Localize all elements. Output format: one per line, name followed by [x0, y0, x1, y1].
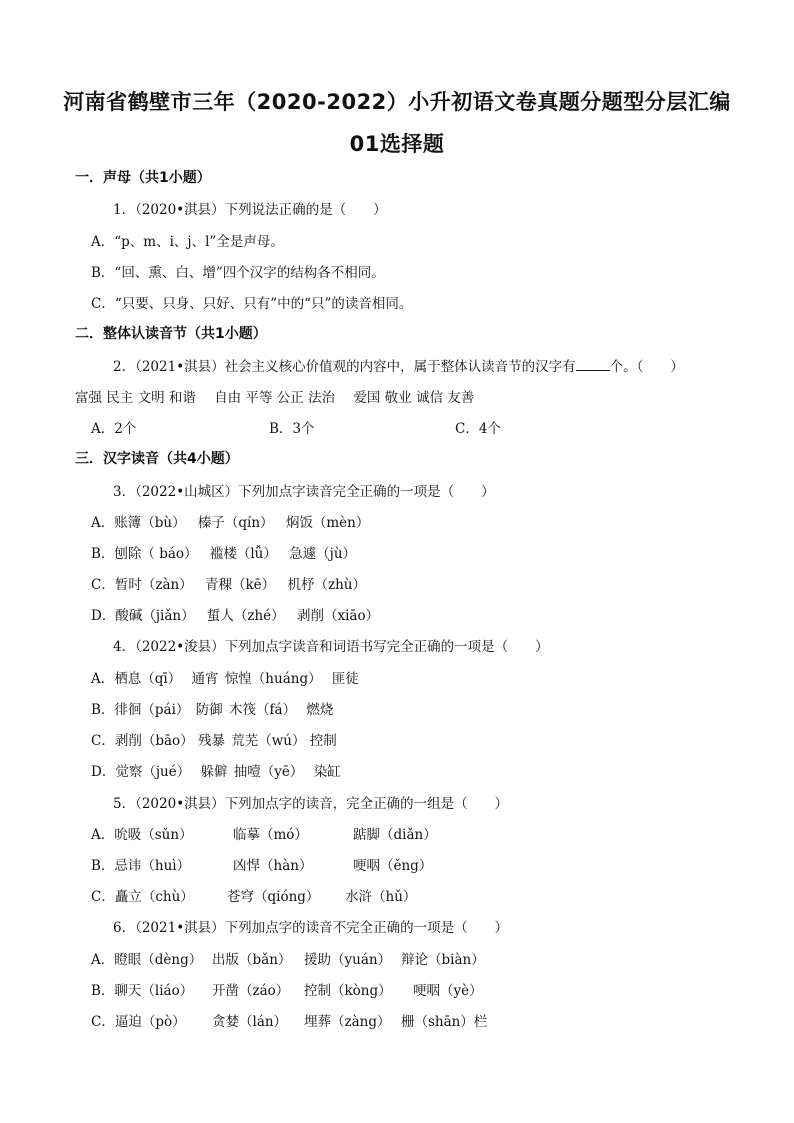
answer-blank: [576, 358, 610, 371]
option-part: C．剥削（bāo）: [91, 733, 194, 749]
option-part: B．聊天（liáo）: [91, 983, 194, 999]
option-part: 踮脚（diǎn）: [353, 827, 437, 843]
question-6-stem: 6．（2021•淇县）下列加点字的读音不完全正确的一项是（ ）: [113, 920, 509, 936]
page-title: 河南省鹤壁市三年（2020-2022）小升初语文卷真题分题型分层汇编: [63, 90, 731, 114]
question-4-option-c: [91, 729, 337, 749]
option-part: A．瞪眼（dèng）: [91, 952, 203, 968]
option-part: 机杼（zhù）: [287, 577, 366, 593]
question-5-stem: 5．（2020•淇县）下列加点字的读音，完全正确的一组是（ ）: [113, 796, 509, 812]
option-part: C．暂时（zàn）: [91, 577, 193, 593]
option-part: 榛子（qín）: [197, 515, 274, 531]
question-4-stem: 4．（2022•浚县）下列加点字读音和词语书写完全正确的一项是（ ）: [113, 639, 549, 655]
option-part: B．刨除（ báo）: [91, 546, 198, 562]
option-part: 水浒（hǔ）: [345, 889, 417, 905]
option-part: C．逼迫（pò）: [91, 1014, 186, 1030]
question-4-option-d: [91, 760, 341, 780]
option-part: 剥削（xiāo）: [296, 608, 380, 624]
option-part: 栅（shān）栏: [401, 1014, 488, 1030]
word-item: 富强: [75, 390, 102, 406]
option-part: D．觉察（jué）: [91, 764, 191, 780]
option-part: 木筏（fá）: [229, 702, 297, 718]
question-2-option-c: C．4个: [455, 421, 501, 437]
question-2-option-b: B．3个: [269, 421, 315, 437]
option-part: 控制（kòng）: [304, 983, 392, 999]
option-part: B．忌讳（huì）: [91, 858, 191, 874]
option-part: 抽噎（yē）: [233, 764, 304, 780]
word-item: 平等: [245, 390, 273, 406]
option-part: 残暴: [197, 733, 225, 749]
word-item: 公正: [276, 390, 304, 406]
option-part: C．矗立（chù）: [91, 889, 194, 905]
option-part: 燃烧: [306, 702, 334, 718]
question-2-option-a: A．2个: [91, 421, 137, 437]
question-3-option-a: [91, 511, 369, 531]
option-part: B．徘徊（pái）: [91, 702, 190, 718]
question-3-stem: 3．（2022•山城区）下列加点字读音完全正确的一项是（ ）: [113, 484, 495, 500]
question-3-option-c: [91, 573, 366, 593]
option-part: 荒芜（wú）: [231, 733, 306, 749]
question-2-stem-after: 个。（ ）: [609, 359, 684, 375]
option-part: A．吮吸（sǔn）: [91, 827, 193, 843]
option-part: 哽咽（ěng）: [353, 858, 433, 874]
option-part: 匪徒: [331, 671, 359, 687]
option-part: 埋葬（zàng）: [304, 1014, 391, 1030]
word-item: 自由: [214, 390, 242, 406]
question-1-stem: 1．（2020•淇县）下列说法正确的是（ ）: [113, 202, 387, 218]
word-item: 法治: [308, 390, 336, 406]
option-part: A．账簿（bù）: [91, 515, 186, 531]
option-part: 防御: [195, 702, 223, 718]
option-part: 临摹（mó）: [233, 827, 308, 843]
option-part: 蜇人（zhé）: [206, 608, 285, 624]
word-item: 爱国: [353, 390, 381, 406]
option-part: 辩论（biàn）: [401, 952, 485, 968]
option-part: 哽咽（yè）: [413, 983, 483, 999]
option-part: 贪婪（lán）: [212, 1014, 288, 1030]
section-heading-2: 二．整体认读音节（共1小题）: [75, 326, 267, 342]
option-part: 惊惶（huáng）: [224, 671, 322, 687]
word-item: 敬业: [384, 390, 412, 406]
word-item: 文明: [137, 390, 165, 406]
option-part: 开凿（záo）: [212, 983, 290, 999]
question-1-option-c: C．“只要、只身、只好、只有”中的“只”的读音相同。: [91, 296, 413, 312]
option-part: 通宵: [191, 671, 219, 687]
option-part: 褴楼（lǚ）: [209, 546, 277, 562]
question-2-stem: [113, 355, 684, 375]
option-part: 凶悍（hàn）: [233, 858, 313, 874]
question-2-word-list: [75, 386, 474, 406]
question-4-option-b: [91, 698, 333, 718]
option-part: 急遽（jù）: [289, 546, 357, 562]
question-2-stem-before: 2．（2021•淇县）社会主义核心价值观的内容中，属于整体认读音节的汉字有: [113, 359, 576, 375]
question-1-option-a: A．“p、m、i、j、l”全是声母。: [91, 234, 284, 250]
section-heading-3: 三．汉字读音（共4小题）: [75, 451, 239, 467]
option-part: D．酸碱（jiǎn）: [91, 608, 195, 624]
option-part: 援助（yuán）: [304, 952, 392, 968]
question-1-option-b: B．“回、熏、白、增”四个汉字的结构各不相同。: [91, 265, 385, 281]
option-part: 青稞（kē）: [204, 577, 276, 593]
option-part: 焖饭（mèn）: [285, 515, 370, 531]
word-item: 友善: [447, 390, 475, 406]
word-item: 民主: [106, 390, 134, 406]
word-item: 诚信: [415, 390, 443, 406]
word-item: 和谐: [168, 390, 196, 406]
question-3-option-d: [91, 604, 379, 624]
question-3-option-b: [91, 542, 356, 562]
option-part: 出版（bǎn）: [212, 952, 292, 968]
option-part: 苍穹（qióng）: [227, 889, 320, 905]
option-part: A．栖息（qī）: [91, 671, 182, 687]
option-part: 控制: [309, 733, 337, 749]
page-subtitle: 01选择题: [349, 132, 445, 156]
question-4-option-a: [91, 667, 359, 687]
option-part: 躲僻: [200, 764, 228, 780]
option-part: 染缸: [313, 764, 341, 780]
section-heading-1: 一．声母（共1小题）: [75, 170, 211, 186]
